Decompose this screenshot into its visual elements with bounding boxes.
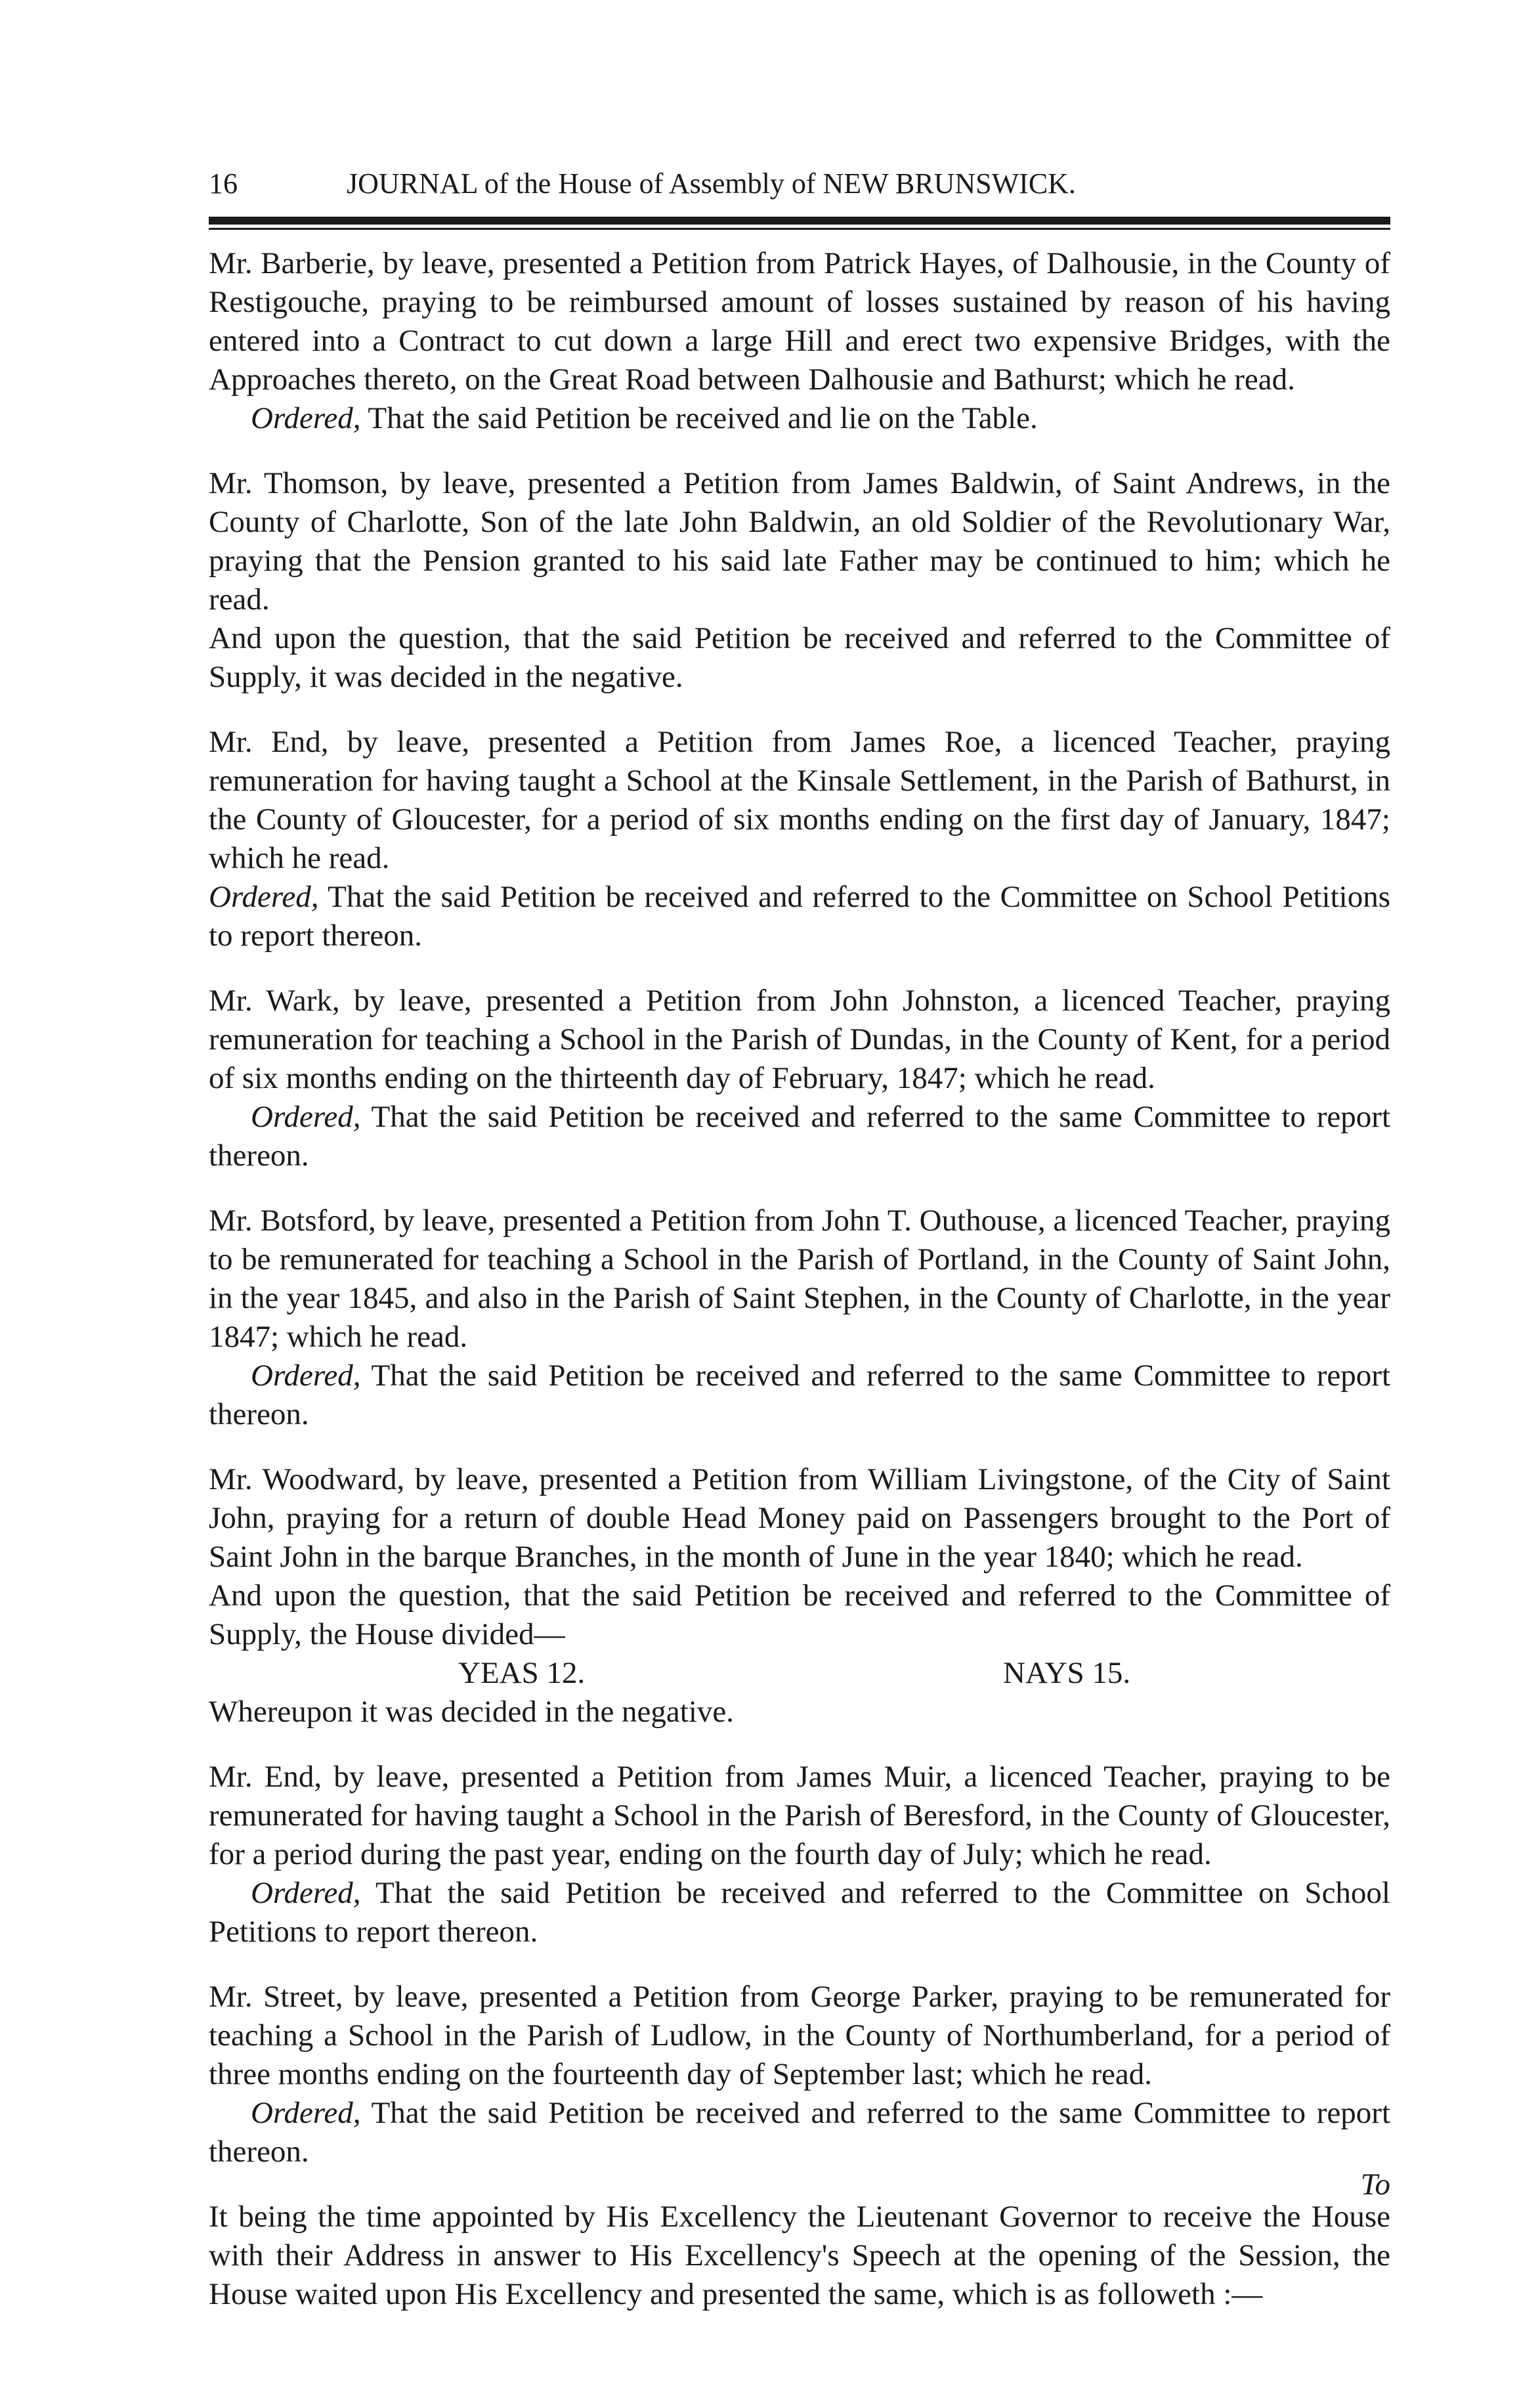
division-votes	[209, 1654, 1390, 1693]
paragraph-end-petition-muir: Mr. End, by leave, presented a Petition from James Muir, a licenced Teacher, praying to be remunerated for having taught a School in the Parish of Beresford, in the County of Gloucester, for a period during the past year, ending on the fourth day of July; which he read.	[209, 1760, 1390, 1871]
paragraph-wark-petition: Mr. Wark, by leave, presented a Petition from John Johnston, a licenced Teacher, praying remuneration for teaching a School in the Parish of Dundas, in the County of Kent, for a period of six months ending on the thirteenth day of February, 1847; which he read.	[209, 984, 1390, 1095]
order-text: That the said Petition be received and referred to the same Committee to report thereon.	[209, 1359, 1390, 1431]
ordered-label: Ordered,	[209, 880, 319, 914]
ordered-label: Ordered,	[251, 2096, 361, 2130]
paragraph-street-petition: Mr. Street, by leave, presented a Petition from George Parker, praying to be remunerated for teaching a School in the Parish of Ludlow, in the County of Northumberland, for a period of three months ending on the fourteenth day of September last; which he read.	[209, 1980, 1390, 2091]
order-same-committee	[209, 1357, 1390, 1434]
ordered-label: Ordered,	[251, 1876, 361, 1910]
page-number: 16	[209, 167, 238, 200]
paragraph-address-to-governor: It being the time appointed by His Excellency the Lieutenant Governor to receive the House with their Address in answer to His Excellency's Speech at the opening of the Session, the House waited upon His Excellency and presented the same, which is as followeth :—	[209, 2200, 1390, 2311]
ordered-label: Ordered,	[251, 1100, 361, 1134]
ordered-label: Ordered,	[251, 401, 361, 435]
order-text: That the said Petition be received and referred to the Committee on School Petitions to report thereon.	[209, 1876, 1390, 1949]
order-same-committee	[209, 2094, 1390, 2171]
paragraph-botsford-petition: Mr. Botsford, by leave, presented a Petition from John T. Outhouse, a licenced Teacher, praying to be remunerated for teaching a School in the Parish of Portland, in the County of Saint John, in the year 1845, and also in the Parish of Saint Stephen, in the County of Charlotte, in the year 1847; which he read.	[209, 1204, 1390, 1354]
paragraph-barberie-petition: Mr. Barberie, by leave, presented a Petition from Patrick Hayes, of Dalhousie, in the County of Restigouche, praying to be reimbursed amount of losses sustained by reason of his having entered into a Contract to cut down a large Hill and erect two expensive Bridges, with the Approaches thereto, on the Great Road between Dalhousie and Bathurst; which he read.	[209, 246, 1390, 397]
paragraph-end-petition-roe: Mr. End, by leave, presented a Petition from James Roe, a licenced Teacher, praying remuneration for having taught a School at the Kinsale Settlement, in the Parish of Bathurst, in the County of Gloucester, for a period of six months ending on the first day of January, 1847; which he read.	[209, 725, 1390, 875]
order-text: That the said Petition be received and referred to the same Committee to report thereon.	[209, 1100, 1390, 1173]
catchword: To	[1360, 2167, 1390, 2202]
order-text: That the said Petition be received and referred to the Committee on School Petitions to report thereon.	[209, 880, 1390, 953]
paragraph-woodward-petition: Mr. Woodward, by leave, presented a Petition from William Livingstone, of the City of Saint John, praying for a return of double Head Money paid on Passengers brought to the Port of Saint John in the barque Branches, in the month of June in the year 1840; which he read.	[209, 1462, 1390, 1574]
running-title: JOURNAL of the House of Assembly of NEW BRUNSWICK.	[347, 167, 1076, 200]
order-table	[209, 399, 1390, 438]
paragraph-thomson-petition: Mr. Thomson, by leave, presented a Petition from James Baldwin, of Saint Andrews, in the County of Charlotte, Son of the late John Baldwin, an old Soldier of the Revolutionary War, praying that the Pension granted to his said late Father may be continued to him; which he read.	[209, 466, 1390, 617]
ordered-label: Ordered,	[251, 1359, 361, 1393]
header-rule-thin	[209, 228, 1390, 230]
paragraph-question-division: And upon the question, that the said Petition be received and referred to the Committee of Supply, the House divided—	[209, 1578, 1390, 1651]
journal-body	[209, 244, 1390, 2314]
paragraph-question-supply: And upon the question, that the said Petition be received and referred to the Committee of Supply, it was decided in the negative.	[209, 621, 1390, 694]
order-school-committee	[209, 1874, 1390, 1951]
header-rule-thick	[209, 217, 1390, 225]
order-text: That the said Petition be received and lie on the Table.	[360, 401, 1038, 435]
order-school-committee	[209, 878, 1390, 955]
order-same-committee	[209, 1098, 1390, 1175]
yeas-count: YEAS 12.	[458, 1656, 586, 1690]
running-header	[209, 164, 1390, 204]
nays-count: NAYS 15.	[1003, 1656, 1131, 1690]
order-text: That the said Petition be received and referred to the same Committee to report thereon.	[209, 2096, 1390, 2169]
paragraph-decided-negative: Whereupon it was decided in the negative.	[209, 1695, 735, 1729]
